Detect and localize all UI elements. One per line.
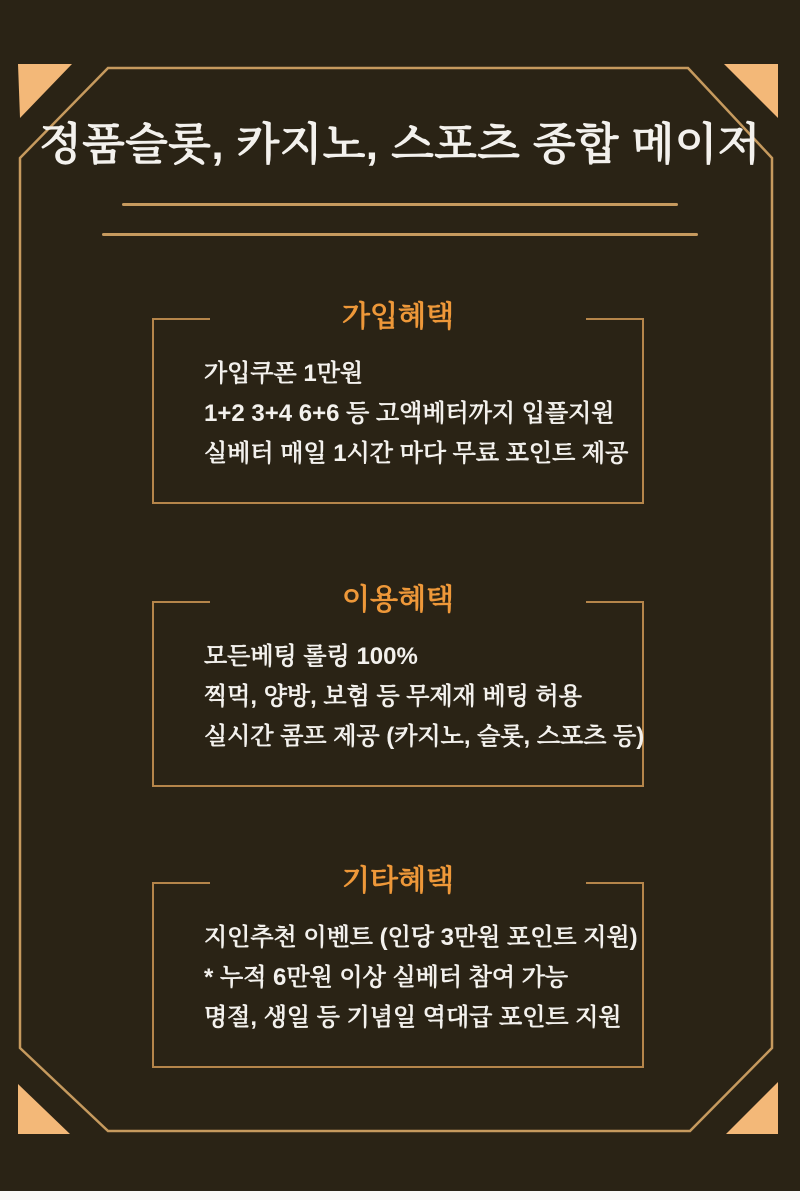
- corner-triangle-bottom-left: [18, 1084, 70, 1134]
- benefit-line: 모든베팅 롤링 100%: [204, 643, 418, 670]
- benefit-line: 찍먹, 양방, 보험 등 무제재 베팅 허용: [204, 683, 582, 710]
- box-top-border-stub-right: [586, 601, 642, 603]
- box-top-border-stub-left: [154, 882, 210, 884]
- benefit-header-usage: 이용혜택: [341, 584, 455, 617]
- box-top-border-stub-right: [586, 882, 642, 884]
- benefit-line: 명절, 생일 등 기념일 역대급 포인트 지원: [204, 1004, 622, 1031]
- title-divider-line-2: [102, 233, 698, 236]
- benefit-line: * 누적 6만원 이상 실베터 참여 가능: [204, 964, 569, 991]
- benefit-line: 지인추천 이벤트 (인당 3만원 포인트 지원): [204, 924, 638, 951]
- benefit-body-signup: [204, 354, 632, 474]
- benefit-box-signup: [152, 301, 644, 504]
- page-title: 정품슬롯, 카지노, 스포츠 종합 메이저: [39, 120, 761, 169]
- bottom-edge-strip: [0, 1191, 800, 1200]
- benefit-box-usage: [152, 584, 645, 787]
- benefit-line: 실베터 매일 1시간 마다 무료 포인트 제공: [204, 440, 629, 467]
- benefit-line: 실시간 콤프 제공 (카지노, 슬롯, 스포츠 등): [204, 723, 645, 750]
- benefit-box-other: [152, 865, 644, 1068]
- box-top-border-stub-right: [586, 318, 642, 320]
- benefit-line: 1+2 3+4 6+6 등 고액베터까지 입플지원: [204, 400, 615, 427]
- benefit-header-signup: 가입혜택: [341, 301, 455, 334]
- title-divider-line-1: [122, 203, 678, 206]
- box-top-border-stub-left: [154, 318, 210, 320]
- benefit-header-other: 기타혜택: [341, 865, 455, 898]
- benefit-body-usage: [204, 637, 645, 757]
- box-top-border-stub-left: [154, 601, 210, 603]
- benefit-line: 가입쿠폰 1만원: [204, 360, 364, 387]
- benefit-body-other: [204, 918, 638, 1038]
- corner-triangle-bottom-right: [726, 1082, 778, 1134]
